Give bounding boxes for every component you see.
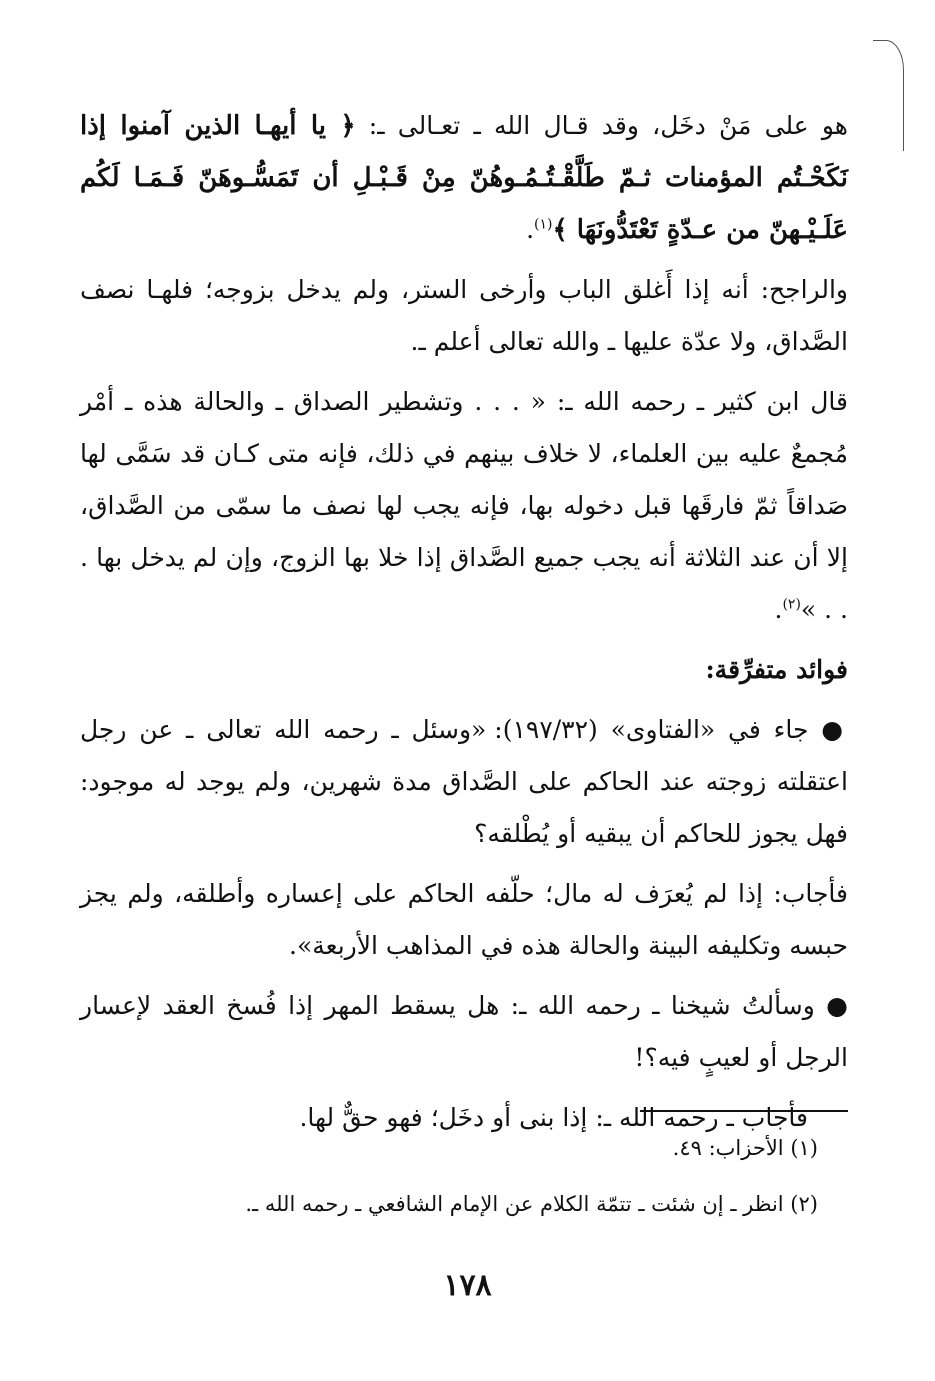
paragraph-7: فأجاب ـ رحمه الله ـ: إذا بنى أو دخَل؛ فهو حقٌّ لها. xyxy=(299,1103,808,1132)
paragraph-3 xyxy=(80,376,848,636)
footnote-2: (٢) انظر ـ إن شئت ـ تتمّة الكلام عن الإمام الشافعي ـ رحمه الله ـ. xyxy=(245,1192,818,1216)
paragraph-1 xyxy=(80,100,848,256)
paragraph-4: ● جاء في «الفتاوى» (١٩٧/٣٢): «وسئل ـ رحمه الله تعالى ـ عن رجل اعتقلته زوجته عند الحاكم على الصَّداق مدة شهرين، ولم يوجد له موجود: فهل يجوز للحاكم أن يبقيه أو يُطْلقه؟ xyxy=(80,715,848,848)
main-text xyxy=(80,100,848,1152)
page-edge-mark xyxy=(873,40,904,151)
footnote-ref-1: (١) xyxy=(534,216,553,233)
footnote-divider xyxy=(640,1110,848,1112)
paragraph-3-end: . xyxy=(774,595,783,624)
footnote-ref-2: (٢) xyxy=(782,596,801,613)
quran-verse: ﴿ يا أيهـا الذين آمنوا إذا نَكَحْـتُم المؤمنات ثـمّ طَلَّقْـتُـمُـوهُنّ مِنْ قَـبْـلِ أن تَمَسُّـوهَنّ فَـمَـا لَكُم عَلَـيْـهنّ من عـدّةٍ تَعْتَدُّونَهَا ﴾ xyxy=(80,111,848,245)
paragraph-5: فأجاب: إذا لم يُعرَف له مال؛ حلّفه الحاكم على إعساره وأطلقه، ولم يجز حبسه وتكليفه البينة والحالة هذه في المذاهب الأربعة». xyxy=(80,879,848,960)
paragraph-6: ● وسألتُ شيخنا ـ رحمه الله ـ: هل يسقط المهر إذا فُسخ العقد لإعسار الرجل أو لعيبٍ فيه؟! xyxy=(80,991,848,1072)
paragraph-1-intro: هو على مَنْ دخَل، وقد قـال الله ـ تعـالى ـ: xyxy=(355,111,848,140)
paragraph-1-end: . xyxy=(526,215,535,244)
paragraph-2: والراجح: أنه إذا أَغلق الباب وأرخى الستر، ولم يدخل بزوجه؛ فلهـا نصف الصَّداق، ولا عدّة عليها ـ والله تعالى أعلم ـ. xyxy=(80,275,848,356)
footnote-1: (١) الأحزاب: ٤٩. xyxy=(672,1136,818,1160)
ibn-kathir-quote: قال ابن كثير ـ رحمه الله ـ: « . . . وتشطير الصداق ـ والحالة هذه ـ أمْر مُجمعٌ عليه بين العلماء، لا خلاف بينهم في ذلك، فإنه متى كـان قد سَمَّى لها صَداقاً ثمّ فارقَها قبل دخوله بها، فإنه يجب لها نصف ما سمّى من الصَّداق، إلا أن عند الثلاثة أنه يجب جميع الصَّداق إذا خلا بها الزوج، وإن لم يدخل بها . . . » xyxy=(80,387,848,624)
footnotes xyxy=(80,1120,818,1232)
section-heading: فوائد متفرِّقة: xyxy=(705,655,848,684)
page-number: ١٧٨ xyxy=(443,1268,492,1303)
